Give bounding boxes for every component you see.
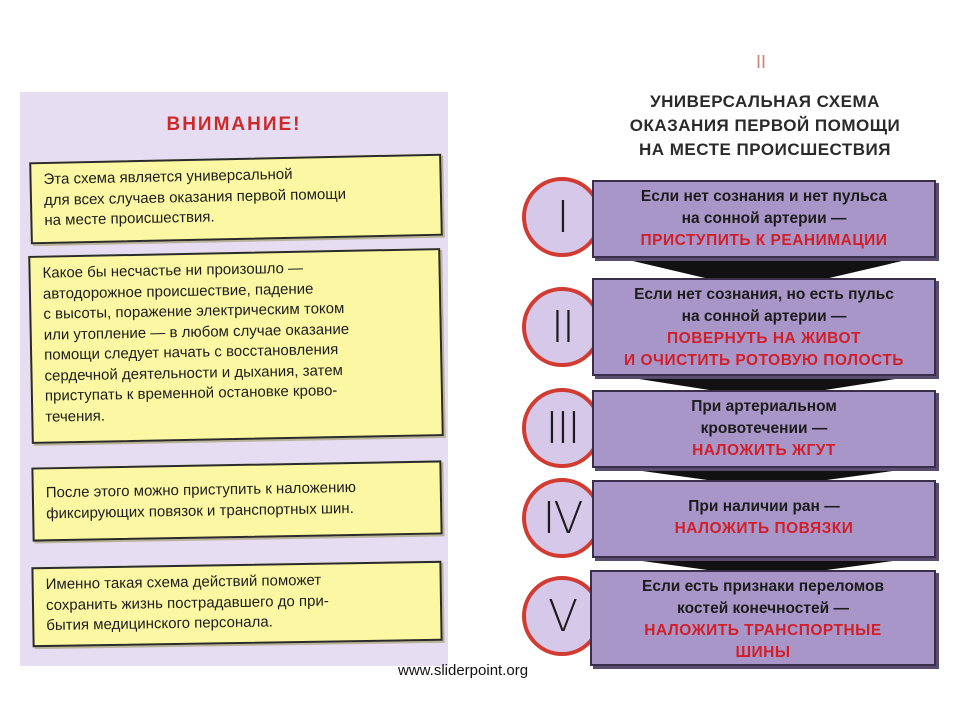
note-line: Эта схема является универсальной <box>43 165 293 189</box>
step-action: НАЛОЖИТЬ ТРАНСПОРТНЫЕ <box>644 622 882 639</box>
step-text: на сонной артерии — <box>681 308 847 325</box>
note-line: Какое бы несчастье ни произошло — <box>42 259 304 282</box>
step-action: НАЛОЖИТЬ ЖГУТ <box>692 442 836 459</box>
step-action: НАЛОЖИТЬ ПОВЯЗКИ <box>674 520 854 537</box>
scheme-title-line: НА МЕСТЕ ПРОИСШЕСТВИЯ <box>638 140 891 159</box>
step-numeral-3: III <box>522 388 602 468</box>
note-line: на месте происшествия. <box>44 208 215 230</box>
note-line: или утопление — в любом случае оказание <box>43 320 350 344</box>
note-line: сердечной деятельности и дыхания, затем <box>44 361 344 385</box>
step-text: кровотечении — <box>700 420 828 437</box>
step-box-1 <box>592 180 936 258</box>
scheme-title-line: УНИВЕРСАЛЬНАЯ СХЕМА <box>650 92 880 111</box>
step-box-4 <box>592 480 936 558</box>
note-line: Именно такая схема действий поможет <box>45 571 322 594</box>
step-box-2 <box>592 278 936 376</box>
note-line: для всех случаев оказания первой помощи <box>43 185 347 209</box>
note-line: помощи следует начать с восстановления <box>43 341 339 364</box>
step-action: ПОВЕРНУТЬ НА ЖИВОТ <box>667 330 861 347</box>
note-line: После этого можно приступить к наложению <box>45 478 357 502</box>
note-line: бытия медицинского персонала. <box>46 613 273 634</box>
step-text: При артериальном <box>691 398 837 415</box>
step-text: При наличии ран — <box>688 498 840 515</box>
step-numeral-2: II <box>522 287 602 367</box>
step-action: И ОЧИСТИТЬ РОТОВУЮ ПОЛОСТЬ <box>624 352 904 369</box>
note-line: приступать к временной остановке крово- <box>44 382 338 405</box>
note-line: течения. <box>45 407 106 426</box>
step-box-5 <box>590 570 936 666</box>
step-numeral-5: V <box>522 576 602 656</box>
scheme-title-line: ОКАЗАНИЯ ПЕРВОЙ ПОМОЩИ <box>629 116 901 135</box>
attention-title: ВНИМАНИЕ! <box>166 114 302 135</box>
note-line: фиксирующих повязок и транспортных шин. <box>46 499 354 522</box>
page-marker: II <box>755 52 766 72</box>
step-action: ПРИСТУПИТЬ К РЕАНИМАЦИИ <box>640 232 888 249</box>
step-numeral-1: I <box>522 177 602 257</box>
step-text: Если нет сознания и нет пульса <box>640 188 888 205</box>
note-line: автодорожное происшествие, падение <box>42 280 314 303</box>
step-box-3 <box>592 390 936 468</box>
step-text: на сонной артерии — <box>681 210 847 227</box>
source-url: www.sliderpoint.org <box>398 662 529 679</box>
note-line: с высоты, поражение электрическим током <box>43 299 345 323</box>
step-numeral-4: IV <box>522 478 602 558</box>
note-line: сохранить жизнь пострадавшего до при- <box>45 592 329 614</box>
step-text: Если есть признаки переломов <box>642 578 884 595</box>
step-text: Если нет сознания, но есть пульс <box>634 286 894 303</box>
step-text: костей конечностей — <box>677 600 849 617</box>
step-action: ШИНЫ <box>735 644 791 661</box>
